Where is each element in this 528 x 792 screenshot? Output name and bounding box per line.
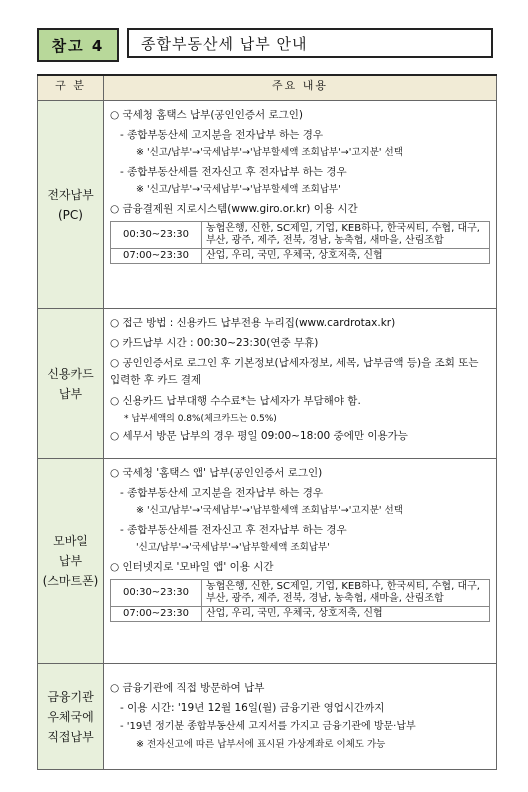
category-line: 납부	[58, 386, 83, 401]
list-item: ○ 신용카드 납부대행 수수료*는 납세자가 부담해야 함.	[110, 395, 361, 407]
list-item: - 이용 시간: '19년 12월 16일(월) 금융기관 영업시간까지	[120, 701, 385, 714]
note-item: ※ '신고/납부'→'국세납부'→'납부할세액 조회납부'	[136, 184, 341, 195]
note-item: ※ '신고/납부'→'국세납부'→'납부할세액 조회납부'→'고지분' 선택	[136, 505, 403, 516]
bank-list-cell: 농협은행, 신한, SC제일, 기업, KEB하나, 한국씨티, 수협, 대구, 부산, 광주, 제주, 전북, 경남, 농축협, 새마을, 산림조합	[202, 580, 490, 607]
note-item: ※ '신고/납부'→'국세납부'→'납부할세액 조회납부'→'고지분' 선택	[136, 147, 403, 158]
time-cell: 00:30~23:30	[111, 580, 202, 607]
table-header-row	[38, 75, 497, 101]
bank-list-cell: 농협은행, 신한, SC제일, 기업, KEB하나, 한국씨티, 수협, 대구, 부산, 광주, 제주, 전북, 경남, 농축협, 새마을, 산림조합	[202, 222, 490, 249]
list-item: - 종합부동산세를 전자신고 후 전자납부 하는 경우	[120, 166, 347, 178]
table-row	[111, 222, 490, 249]
category-bank-visit	[38, 664, 104, 770]
list-item: - 종합부동산세를 전자신고 후 전자납부 하는 경우	[120, 524, 347, 536]
time-cell: 07:00~23:30	[111, 607, 202, 622]
section-mobile-row	[38, 459, 497, 664]
bank-list-cell: 산업, 우리, 국민, 우체국, 상호저축, 신협	[202, 249, 490, 264]
list-item: ○ 국세청 '홈택스 앱' 납부(공인인증서 로그인)	[110, 467, 323, 479]
note-item: * 납부세액의 0.8%(체크카드는 0.5%)	[124, 414, 277, 424]
content-bank-visit	[104, 664, 497, 770]
list-item: ○ 금융결제원 지로시스템(www.giro.or.kr) 이용 시간	[110, 203, 358, 215]
section-bank-visit-row	[38, 664, 497, 770]
payment-guide-table	[37, 74, 497, 770]
note-item: '신고/납부'→'국세납부'→'납부할세액 조회납부'	[136, 542, 330, 553]
header	[37, 28, 493, 62]
time-cell: 00:30~23:30	[111, 222, 202, 249]
list-item: ○ 국세청 홈택스 납부(공인인증서 로그인)	[110, 109, 303, 121]
note-item: ※ 전자신고에 따른 납부서에 표시된 가상계좌로 이체도 가능	[136, 738, 386, 750]
category-line: 신용카드	[47, 366, 94, 381]
bank-list-cell: 산업, 우리, 국민, 우체국, 상호저축, 신협	[202, 607, 490, 622]
category-line: 전자납부	[47, 187, 94, 202]
category-line: 납부	[58, 554, 83, 568]
content-mobile	[104, 459, 497, 664]
category-line: (스마트폰)	[42, 574, 99, 588]
category-line: (PC)	[58, 207, 83, 222]
content-pc	[104, 101, 497, 309]
category-card	[38, 309, 104, 459]
bank-hours-table	[110, 221, 490, 264]
category-line: 우체국에	[47, 709, 94, 724]
category-pc	[38, 101, 104, 309]
list-item: - 종합부동산세 고지분을 전자납부 하는 경우	[120, 129, 324, 141]
list-item: ○ 접근 방법 : 신용카드 납부전용 누리집(www.cardrotax.kr)	[110, 317, 396, 329]
bank-hours-table	[110, 579, 490, 622]
table-row	[111, 607, 490, 622]
section-card-row	[38, 309, 497, 459]
list-item: ○ 카드납부 시간 : 00:30~23:30(연중 무휴)	[110, 337, 319, 349]
table-row	[111, 580, 490, 607]
reference-label: 참고 4	[37, 28, 119, 62]
list-item: ○ 인터넷지로 '모바일 앱' 이용 시간	[110, 561, 274, 573]
list-item: ○ 세무서 방문 납부의 경우 평일 09:00~18:00 중에만 이용가능	[110, 430, 408, 442]
list-item: - 종합부동산세 고지분을 전자납부 하는 경우	[120, 487, 324, 499]
page-title: 종합부동산세 납부 안내	[127, 28, 493, 58]
category-line: 모바일	[53, 534, 88, 548]
list-item: ○ 금융기관에 직접 방문하여 납부	[110, 681, 265, 694]
category-line: 금융기관	[47, 689, 94, 704]
time-cell: 07:00~23:30	[111, 249, 202, 264]
list-item: - '19년 정기분 종합부동산세 고지서를 가지고 금융기관에 방문·납부	[120, 720, 416, 732]
column-header-category: 구 분	[38, 75, 104, 101]
category-line: 직접납부	[47, 729, 94, 744]
content-card	[104, 309, 497, 459]
list-item: ○ 공인인증서로 로그인 후 기본정보(납세자정보, 세목, 납부금액 등)을 조회 또는 입력한 후 카드 결제	[110, 357, 479, 386]
column-header-content: 주요 내용	[104, 75, 497, 101]
table-row	[111, 249, 490, 264]
section-pc-row	[38, 101, 497, 309]
category-mobile	[38, 459, 104, 664]
